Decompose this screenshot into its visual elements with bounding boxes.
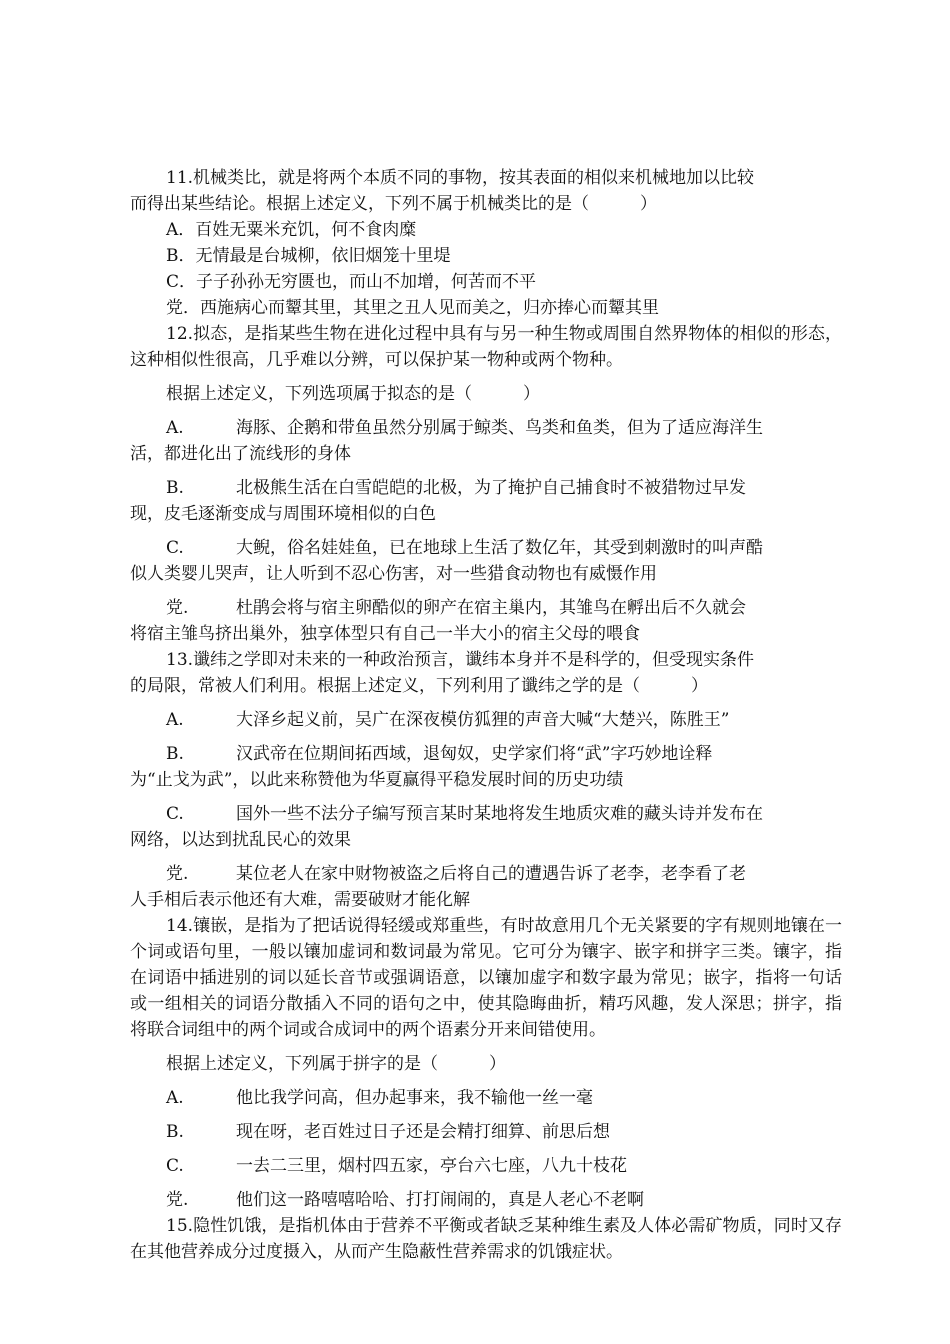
q12-option-b	[130, 475, 842, 527]
option-text: 海豚、企鹅和带鱼虽然分别属于鲸类、鸟类和鱼类，但为了适应海洋生	[236, 418, 763, 438]
q11-stem-line1: 11.机械类比，就是将两个本质不同的事物，按其表面的相似来机械地加以比较	[166, 168, 755, 188]
option-text: 他们这一路嘻嘻哈哈、打打闹闹的，真是人老心不老啊	[236, 1190, 644, 1210]
q13-stem-line2: 的局限，常被人们利用。根据上述定义，下列利用了谶纬之学的是（ ）	[130, 676, 708, 696]
option-key: B.	[166, 478, 184, 498]
q14-option-d	[130, 1187, 842, 1213]
q13-option-b	[130, 741, 842, 793]
q12-ask: 根据上述定义，下列选项属于拟态的是（ ）	[166, 384, 540, 404]
document-page	[130, 165, 842, 1265]
option-text: 他比我学问高，但办起事来，我不输他一丝一毫	[236, 1088, 593, 1108]
q13-option-a	[130, 707, 842, 733]
option-key: B.	[166, 1122, 184, 1142]
option-text: 某位老人在家中财物被盗之后将自己的遭遇告诉了老李，老李看了老	[236, 864, 746, 884]
q12-option-c	[130, 535, 842, 587]
option-text-cont: 将宿主雏鸟挤出巢外，独享体型只有自己一半大小的宿主父母的喂食	[130, 624, 640, 644]
option-key: 党.	[166, 1190, 189, 1210]
q14-option-b	[130, 1119, 842, 1145]
option-text-cont: 似人类婴儿哭声，让人听到不忍心伤害，对一些猎食动物也有威慑作用	[130, 564, 657, 584]
q12-option-a	[130, 415, 842, 467]
option-text: 汉武帝在位期间拓西域，退匈奴，史学家们将“武”字巧妙地诠释	[236, 744, 713, 764]
q11-option-a: A．百姓无粟米充饥，何不食肉糜	[166, 220, 417, 240]
q11-option-c: C．子子孙孙无穷匮也，而山不加增，何苦而不平	[166, 272, 537, 292]
option-text: 杜鹃会将与宿主卵酷似的卵产在宿主巢内，其雏鸟在孵出后不久就会	[236, 598, 746, 618]
q14-ask: 根据上述定义，下列属于拼字的是（ ）	[166, 1054, 506, 1074]
q14-option-a	[130, 1085, 842, 1111]
option-key: 党.	[166, 864, 189, 884]
option-text-cont: 活，都进化出了流线形的身体	[130, 444, 351, 464]
q14-stem: 14.镶嵌，是指为了把话说得轻缓或郑重些，有时故意用几个无关紧要的字有规则地镶在一个词或语句里，一般以镶加虚词和数词最为常见。它可分为镶字、嵌字和拼字三类。镶字，指在词语中插进别的词以延长音节或强调语意，以镶加虚字和数字最为常见；嵌字，指将一句话或一组相关的词语分散插入不同的语句之中，使其隐晦曲折，精巧风趣，发人深思；拼字，指将联合词组中的两个词或合成词中的两个语素分开来间错使用。	[130, 916, 842, 1040]
option-key: A.	[166, 710, 184, 730]
option-key: C.	[166, 804, 184, 824]
q13-option-d	[130, 861, 842, 913]
option-text: 北极熊生活在白雪皑皑的北极，为了掩护自己捕食时不被猎物过早发	[236, 478, 746, 498]
q11-option-d: 党．西施病心而颦其里，其里之丑人见而美之，归亦捧心而颦其里	[166, 298, 659, 318]
option-key: A.	[166, 418, 184, 438]
q13-stem-line1: 13.谶纬之学即对未来的一种政治预言，谶纬本身并不是科学的，但受现实条件	[166, 650, 755, 670]
option-text: 大泽乡起义前，吴广在深夜模仿狐狸的声音大喊“大楚兴，陈胜王”	[236, 710, 730, 730]
option-text: 现在呀，老百姓过日子还是会精打细算、前思后想	[236, 1122, 610, 1142]
q13-option-c	[130, 801, 842, 853]
q11-stem-line2: 而得出某些结论。根据上述定义，下列不属于机械类比的是（ ）	[130, 194, 657, 214]
option-key: C.	[166, 538, 184, 558]
q12-stem: 12.拟态，是指某些生物在进化过程中具有与另一种生物或周围自然界物体的相似的形态，这种相似性很高，几乎难以分辨，可以保护某一物种或两个物种。	[130, 324, 842, 370]
option-key: C.	[166, 1156, 184, 1176]
option-key: B.	[166, 744, 184, 764]
option-text: 一去二三里，烟村四五家，亭台六七座，八九十枝花	[236, 1156, 627, 1176]
option-text-cont: 人手相后表示他还有大难，需要破财才能化解	[130, 890, 470, 910]
option-text-cont: 现，皮毛逐渐变成与周围环境相似的白色	[130, 504, 436, 524]
q14-option-c	[130, 1153, 842, 1179]
q12-option-d	[130, 595, 842, 647]
option-text-cont: 为“止戈为武”，以此来称赞他为华夏赢得平稳发展时间的历史功绩	[130, 770, 624, 790]
option-key: A.	[166, 1088, 184, 1108]
q11-option-b: B．无情最是台城柳，依旧烟笼十里堤	[166, 246, 451, 266]
q15-stem: 15.隐性饥饿，是指机体由于营养不平衡或者缺乏某种维生素及人体必需矿物质，同时又存在其他营养成分过度摄入，从而产生隐蔽性营养需求的饥饿症状。	[130, 1216, 842, 1262]
option-text: 大鲵，俗名娃娃鱼，已在地球上生活了数亿年，其受到刺激时的叫声酷	[236, 538, 763, 558]
option-key: 党.	[166, 598, 189, 618]
option-text-cont: 网络，以达到扰乱民心的效果	[130, 830, 351, 850]
option-text: 国外一些不法分子编写预言某时某地将发生地质灾难的藏头诗并发布在	[236, 804, 763, 824]
